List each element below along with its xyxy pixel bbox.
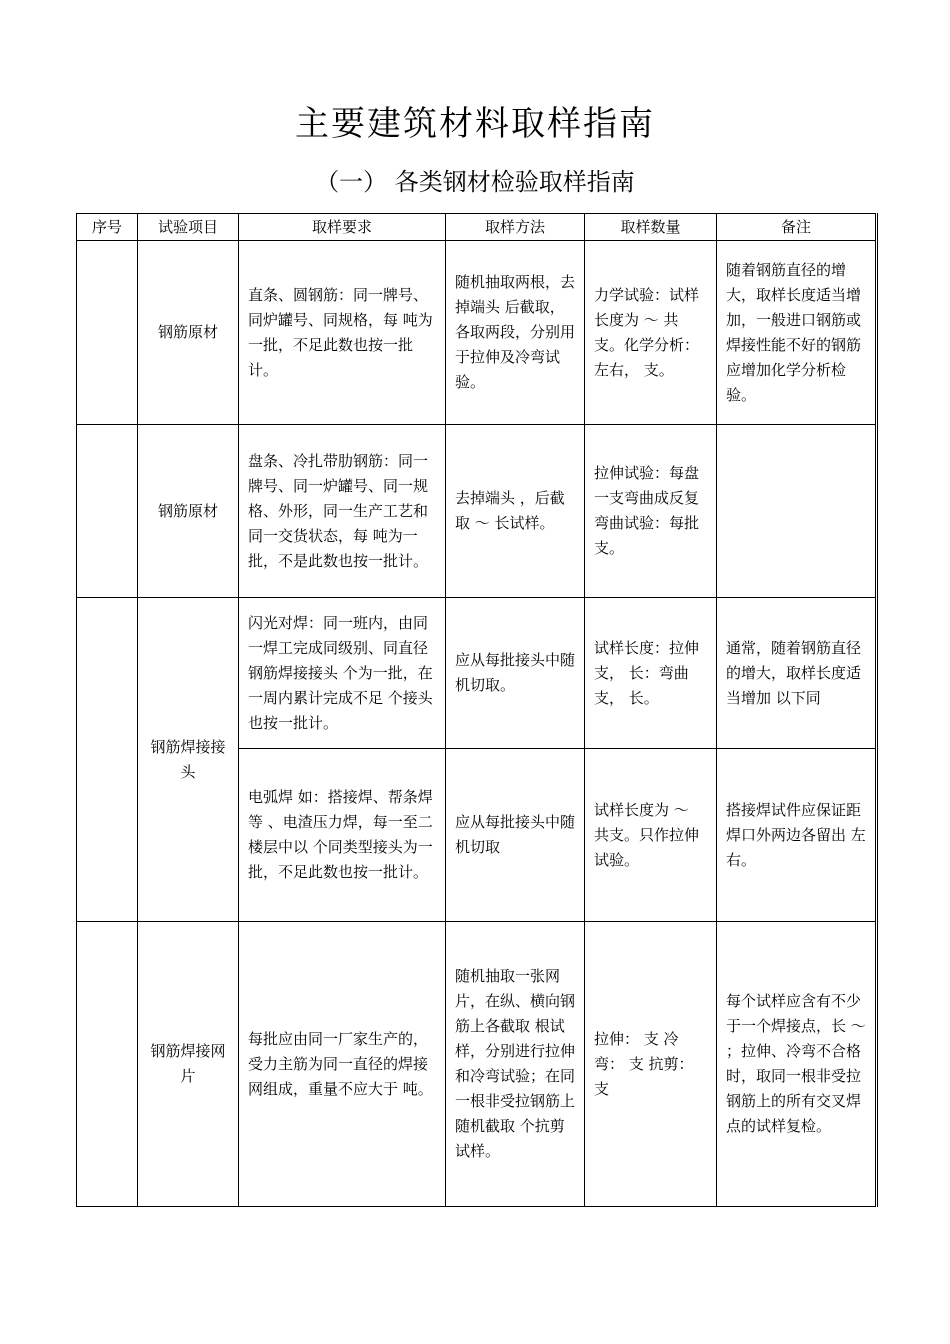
cell-quantity: 力学试验：试样长度为 ～ 共 支。化学分析： 左右， 支。 [585, 241, 717, 425]
cell-quantity: 拉伸： 支 冷弯： 支 抗剪： 支 [585, 922, 717, 1207]
cell-quantity: 拉伸试验：每盘一支弯曲成反复弯曲试验：每批 支。 [585, 425, 717, 598]
header-requirement: 取样要求 [239, 214, 446, 241]
section-subtitle: （一） 各类钢材检验取样指南 [315, 168, 635, 196]
table-row [77, 598, 877, 749]
cell-note: 通常，随着钢筋直径的增大，取样长度适当增加 以下同 [717, 598, 877, 749]
cell-method: 去掉端头 ，后截取 ～ 长试样。 [446, 425, 585, 598]
cell-requirement: 每批应由同一厂家生产的，受力主筋为同一直径的焊接网组成，重量不应大于 吨。 [239, 922, 446, 1207]
header-item: 试验项目 [138, 214, 239, 241]
page-title: 主要建筑材料取样指南 [295, 104, 655, 144]
cell-no [77, 425, 138, 598]
table-row [77, 241, 877, 425]
cell-item: 钢筋焊接接头 [138, 598, 239, 922]
header-note: 备注 [717, 214, 877, 241]
cell-method: 应从每批接头中随机切取。 [446, 598, 585, 749]
cell-quantity: 试样长度为 ～ 共支。只作拉伸试验。 [585, 749, 717, 922]
header-method: 取样方法 [446, 214, 585, 241]
cell-requirement: 盘条、冷扎带肋钢筋：同一牌号、同一炉罐号、同一规格、外形，同一生产工艺和同一交货状态，每 吨为一批，不是此数也按一批计。 [239, 425, 446, 598]
sampling-table [76, 213, 878, 1207]
cell-note [717, 425, 877, 598]
cell-item: 钢筋原材 [138, 241, 239, 425]
cell-method: 随机抽取一张网片，在纵、横向钢筋上各截取 根试样，分别进行拉伸和冷弯试验；在同一根非受拉钢筋上随机截取 个抗剪试样。 [446, 922, 585, 1207]
cell-item: 钢筋原材 [138, 425, 239, 598]
header-quantity: 取样数量 [585, 214, 717, 241]
header-no: 序号 [77, 214, 138, 241]
cell-quantity: 试样长度：拉伸 支， 长：弯曲 支， 长。 [585, 598, 717, 749]
cell-method: 应从每批接头中随机切取 [446, 749, 585, 922]
cell-item: 钢筋焊接网片 [138, 922, 239, 1207]
cell-note: 每个试样应含有不少于一个焊接点，长 ～ ；拉伸、冷弯不合格时，取同一根非受拉钢筋上的所有交叉焊点的试样复检。 [717, 922, 877, 1207]
cell-method: 随机抽取两根，去掉端头 后截取，各取两段，分别用于拉伸及冷弯试验。 [446, 241, 585, 425]
table-header-row [77, 214, 877, 241]
cell-no [77, 922, 138, 1207]
cell-no [77, 241, 138, 425]
cell-no [77, 598, 138, 922]
cell-note: 搭接焊试件应保证距焊口外两边各留出 左右。 [717, 749, 877, 922]
cell-requirement: 闪光对焊：同一班内，由同一焊工完成同级别、同直径钢筋焊接接头 个为一批，在一周内累计完成不足 个接头也按一批计。 [239, 598, 446, 749]
cell-requirement: 电弧焊 如：搭接焊、帮条焊等 、电渣压力焊，每一至二楼层中以 个同类型接头为一批，不足此数也按一批计。 [239, 749, 446, 922]
cell-requirement: 直条、圆钢筋：同一牌号、同炉罐号、同规格，每 吨为一批，不足此数也按一批计。 [239, 241, 446, 425]
table-row [77, 425, 877, 598]
cell-note: 随着钢筋直径的增大，取样长度适当增加，一般进口钢筋或焊接性能不好的钢筋应增加化学分析检验。 [717, 241, 877, 425]
table-row [77, 922, 877, 1207]
